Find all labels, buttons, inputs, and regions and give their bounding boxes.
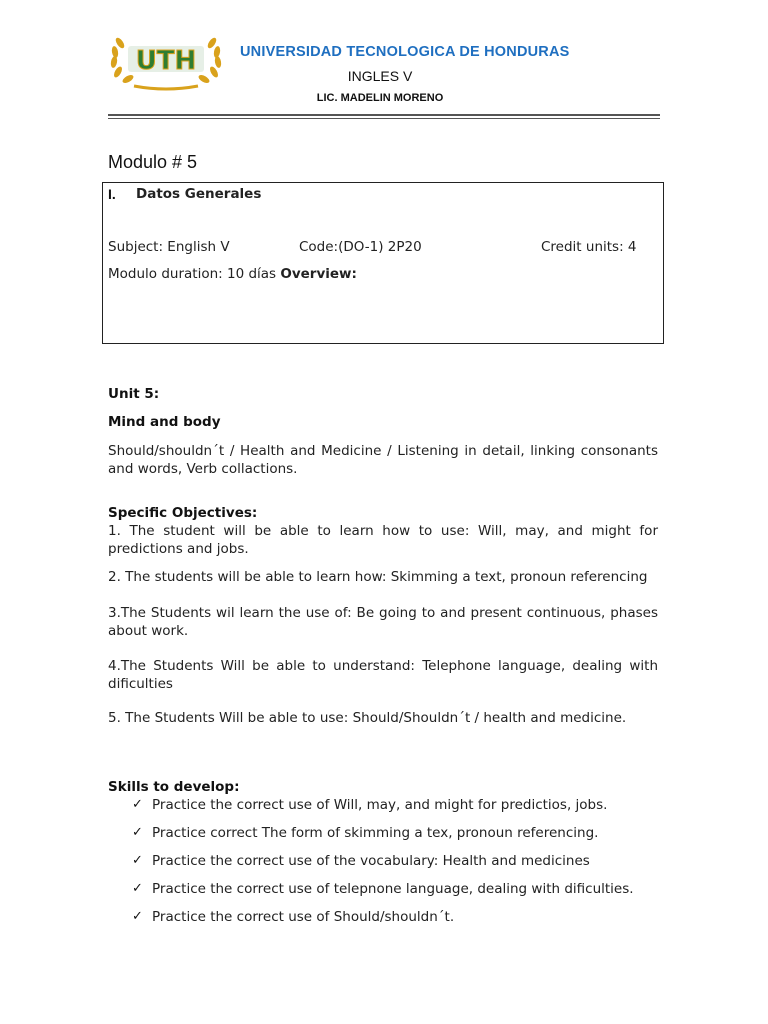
laurel-logo-icon — [104, 26, 228, 92]
course-name: INGLES V — [347, 68, 413, 84]
unit-subtitle: Mind and body — [108, 414, 221, 430]
overview-label: Overview: — [280, 266, 357, 282]
header-divider-thick — [108, 114, 660, 116]
header-divider-thin — [108, 118, 660, 119]
skill-text: Practice the correct use of telepnone language, dealing with dificulties. — [152, 881, 634, 897]
code-field: Code:(DO-1) 2P20 — [299, 239, 422, 255]
objectives-title: Specific Objectives: — [108, 505, 258, 521]
uth-logo — [104, 26, 228, 92]
university-name: UNIVERSIDAD TECNOLOGICA DE HONDURAS — [240, 44, 570, 60]
datos-generales-box — [102, 182, 664, 344]
objective-item: 1. The student will be able to learn how to use: Will, may, and might for predictions and jobs. — [108, 523, 658, 557]
skill-text: Practice the correct use of Should/shouldn´t. — [152, 909, 455, 925]
skill-item — [132, 797, 672, 813]
credits-field: Credit units: 4 — [541, 239, 637, 255]
unit-topics: Should/shouldn´t / Health and Medicine / Listening in detail, linking consonants and words, Verb collactions. — [108, 443, 658, 477]
checkmark-icon: ✓ — [132, 853, 143, 868]
checkmark-icon: ✓ — [132, 909, 143, 924]
skill-item — [132, 825, 672, 841]
skill-item — [132, 909, 672, 925]
skill-text: Practice correct The form of skimming a tex, pronoun referencing. — [152, 825, 599, 841]
objective-item: 5. The Students Will be able to use: Should/Shouldn´t / health and medicine. — [108, 710, 627, 726]
logo-text: UTH — [135, 46, 197, 76]
skill-text: Practice the correct use of Will, may, and might for predictios, jobs. — [152, 797, 608, 813]
objective-item: 2. The students will be able to learn how: Skimming a text, pronoun referencing — [108, 569, 648, 585]
subject-field: Subject: English V — [108, 239, 230, 255]
section-number: I. — [108, 186, 116, 202]
unit-title: Unit 5: — [108, 386, 160, 402]
module-title: Modulo # 5 — [108, 152, 198, 172]
objective-item: 4.The Students Will be able to understand: Telephone language, dealing with dificulties — [108, 658, 658, 692]
objective-item: 3.The Students wil learn the use of: Be going to and present continuous, phases about work. — [108, 605, 658, 639]
checkmark-icon: ✓ — [132, 825, 143, 840]
checkmark-icon: ✓ — [132, 797, 143, 812]
skills-title: Skills to develop: — [108, 779, 240, 795]
skill-item — [132, 881, 672, 897]
skill-text: Practice the correct use of the vocabulary: Health and medicines — [152, 853, 590, 869]
duration-field: Modulo duration: 10 días — [108, 266, 277, 282]
checkmark-icon: ✓ — [132, 881, 143, 896]
teacher-name: LIC. MADELIN MORENO — [316, 92, 444, 104]
section-title: Datos Generales — [136, 186, 262, 202]
duration-line — [108, 266, 357, 282]
skill-item — [132, 853, 672, 869]
